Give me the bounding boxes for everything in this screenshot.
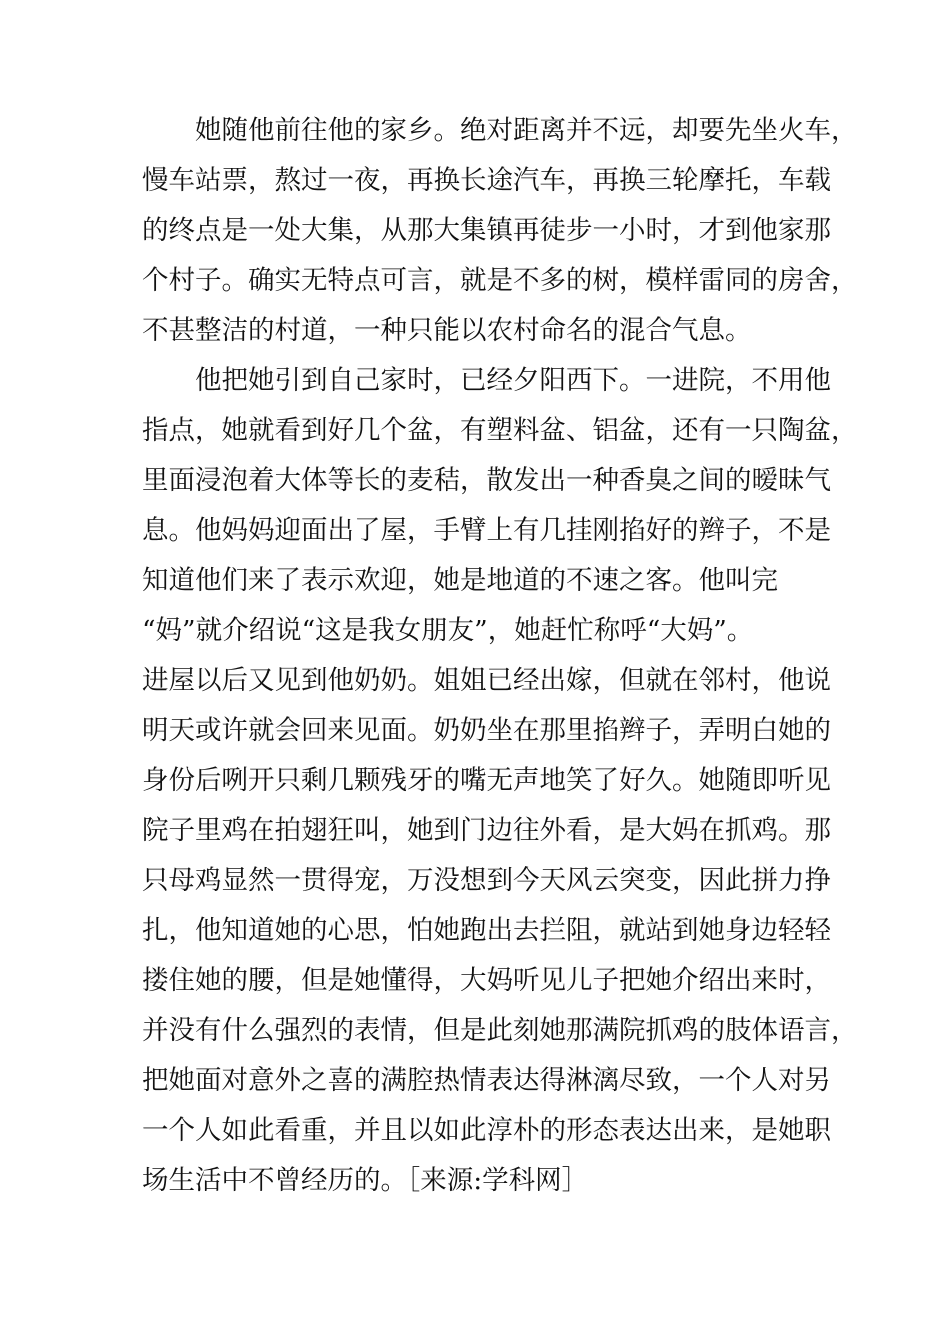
text-line: 扎，他知道她的心思，怕她跑出去拦阻，就站到她身边轻轻: [142, 915, 831, 946]
text-line: 他把她引到自己家时，已经夕阳西下。一进院，不用他: [195, 365, 831, 396]
text-line: 慢车站票，熬过一夜，再换长途汽车，再换三轮摩托，车载: [142, 165, 831, 196]
text-line: 把她面对意外之喜的满腔热情表达得淋漓尽致，一个人对另: [142, 1065, 831, 1096]
document-page: [142, 106, 858, 1206]
text-line: 不甚整洁的村道，一种只能以农村命名的混合气息。: [142, 315, 752, 346]
text-line: 明天或许就会回来见面。奶奶坐在那里掐辫子，弄明白她的: [142, 715, 831, 746]
text-line: 息。他妈妈迎面出了屋，手臂上有几挂刚掐好的辫子，不是: [142, 515, 831, 546]
text-line: 院子里鸡在拍翅狂叫，她到门边往外看，是大妈在抓鸡。那: [142, 815, 831, 846]
text-line: “妈”就介绍说“这是我女朋友”，她赶忙称呼“大妈”。: [142, 615, 754, 646]
text-line: 场生活中不曾经历的。［来源:学科网］: [142, 1165, 589, 1196]
text-line: 她随他前往他的家乡。绝对距离并不远，却要先坐火车，: [195, 115, 858, 146]
text-line: 知道他们来了表示欢迎，她是地道的不速之客。他叫完: [142, 565, 778, 596]
text-line: 里面浸泡着大体等长的麦秸，散发出一种香臭之间的暧昧气: [142, 465, 831, 496]
text-line: 身份后咧开只剩几颗残牙的嘴无声地笑了好久。她随即听见: [142, 765, 831, 796]
paragraph-journey: [142, 106, 858, 356]
paragraph-arrival: [142, 356, 858, 1206]
text-line: 指点，她就看到好几个盆，有塑料盆、铝盆，还有一只陶盆，: [142, 415, 858, 446]
text-line: 个村子。确实无特点可言，就是不多的树，模样雷同的房舍，: [142, 265, 858, 296]
text-line: 一个人如此看重，并且以如此淳朴的形态表达出来，是她职: [142, 1115, 831, 1146]
text-line: 只母鸡显然一贯得宠，万没想到今天风云突变，因此拼力挣: [142, 865, 831, 896]
text-line: 进屋以后又见到他奶奶。姐姐已经出嫁，但就在邻村，他说: [142, 665, 831, 696]
text-line: 的终点是一处大集，从那大集镇再徒步一小时，才到他家那: [142, 215, 831, 246]
text-line: 并没有什么强烈的表情，但是此刻她那满院抓鸡的肢体语言，: [142, 1015, 858, 1046]
text-line: 搂住她的腰，但是她懂得，大妈听见儿子把她介绍出来时，: [142, 965, 831, 996]
